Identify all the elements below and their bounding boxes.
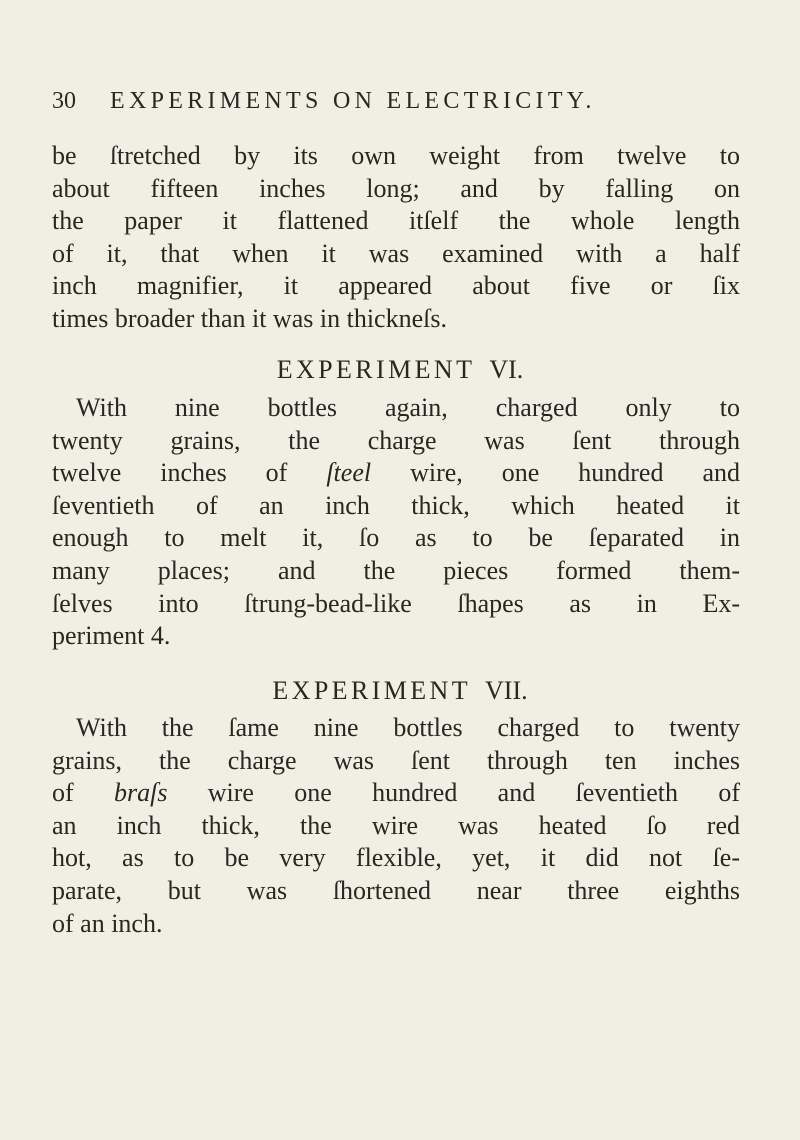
text-line: parate, but was ſhortened near three eighths xyxy=(52,875,740,905)
heading-word: EXPERIMENT xyxy=(276,355,476,384)
text-line: ſelves into ſtrung-bead-like ſhapes as in Ex- xyxy=(52,588,740,618)
page-number: 30 xyxy=(52,88,76,114)
text-line xyxy=(52,777,740,810)
text-line xyxy=(52,457,740,490)
text-line: With nine bottles again, charged only to xyxy=(76,393,740,422)
text-fragment: twelve inches of xyxy=(52,458,327,488)
heading-number: VII. xyxy=(485,676,528,705)
text-line: ſeventieth of an inch thick, which heated it xyxy=(52,490,740,520)
experiment-7-paragraph xyxy=(52,712,740,940)
text-line: about fifteen inches long; and by falling on xyxy=(52,173,740,203)
text-line: many places; and the pieces formed them- xyxy=(52,555,740,585)
text-line: be ſtretched by its own weight from twelve to xyxy=(52,141,740,170)
experiment-7-heading xyxy=(0,676,800,706)
text-line: an inch thick, the wire was heated ſo red xyxy=(52,810,740,840)
text-line: hot, as to be very flexible, yet, it did not ſe- xyxy=(52,843,740,873)
text-line: the paper it flattened itſelf the whole length xyxy=(52,206,740,236)
text-fragment: wire one hundred and ſeventieth of xyxy=(167,778,740,808)
continuation-paragraph xyxy=(52,140,740,336)
text-line: enough to melt it, ſo as to be ſeparated in xyxy=(52,523,740,553)
italic-word-steel: ſteel xyxy=(326,458,372,488)
text-fragment: wire, one hundred and xyxy=(371,458,740,488)
italic-word-brass: braſs xyxy=(113,778,168,808)
text-line: of an inch. xyxy=(52,908,163,938)
heading-word: EXPERIMENT xyxy=(272,676,472,705)
text-line: of it, that when it was examined with a half xyxy=(52,238,740,268)
text-line: periment 4. xyxy=(52,621,171,651)
text-line: twenty grains, the charge was ſent through xyxy=(52,425,740,455)
text-line: With the ſame nine bottles charged to twenty xyxy=(76,713,740,742)
text-line: grains, the charge was ſent through ten inches xyxy=(52,745,740,775)
running-title: EXPERIMENTS ON ELECTRICITY. xyxy=(110,88,596,114)
text-fragment: of xyxy=(52,778,114,808)
text-line: times broader than it was in thickneſs. xyxy=(52,303,447,333)
text-line: inch magnifier, it appeared about five or ſix xyxy=(52,271,740,301)
experiment-6-paragraph xyxy=(52,392,740,653)
experiment-6-heading xyxy=(0,355,800,385)
running-head xyxy=(0,88,800,118)
heading-number: VI. xyxy=(489,355,524,384)
